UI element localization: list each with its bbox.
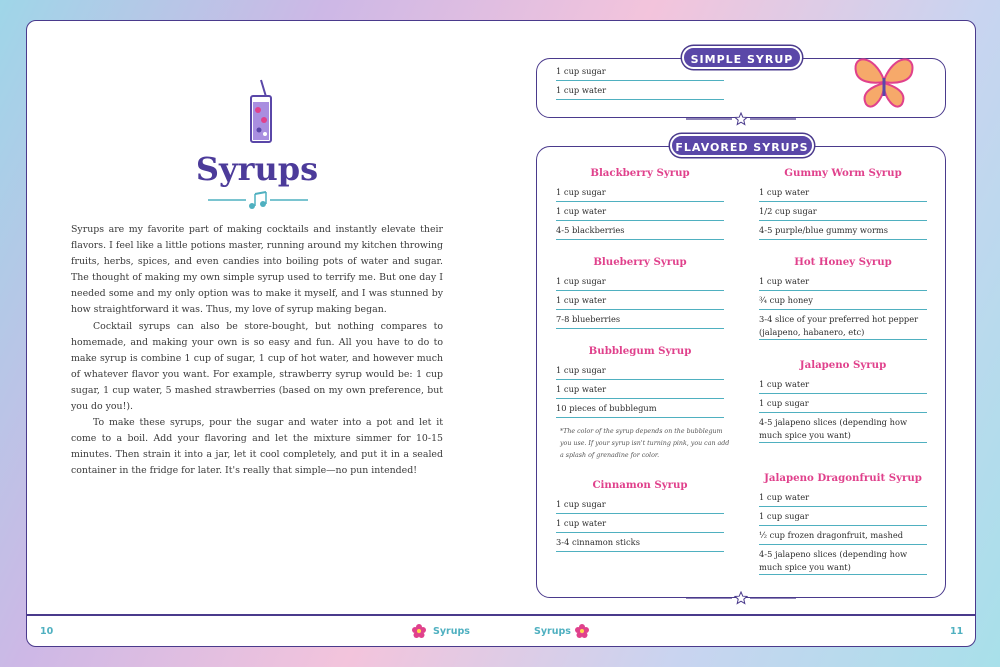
recipe-title: Jalapeno Syrup xyxy=(799,359,887,371)
ingredient-row: 1 cup water xyxy=(556,380,724,399)
ingredient-row: ½ cup frozen dragonfruit, mashed xyxy=(759,526,927,545)
ingredient-row: 1 cup sugar xyxy=(556,361,724,380)
ingredient-row: 1 cup water xyxy=(556,514,724,533)
left-section-label: Syrups xyxy=(433,626,470,637)
ingredient-row: 1 cup water xyxy=(556,81,724,100)
recipe-title: Cinnamon Syrup xyxy=(592,479,688,491)
ingredient-row: 4-5 blackberries xyxy=(556,221,724,240)
bubblegum-footnote: *The color of the syrup depends on the bubblegum you use. If your syrup isn't turning pink, you can add a splash of grenadine for color. xyxy=(560,428,730,459)
right-section-label: Syrups xyxy=(534,626,571,637)
music-note-divider xyxy=(206,188,310,212)
ingredient-row: 3-4 cinnamon sticks xyxy=(556,533,724,552)
ingredient-row: 7-8 blueberries xyxy=(556,310,724,329)
recipe-title: Gummy Worm Syrup xyxy=(784,167,902,179)
ingredient-row: 10 pieces of bubblegum xyxy=(556,399,724,418)
ingredient-row: 3-4 slice of your preferred hot pepper (jalapeno, habanero, etc) xyxy=(759,310,927,340)
ingredient-row: 1 cup sugar xyxy=(556,495,724,514)
recipe-title: Jalapeno Dragonfruit Syrup xyxy=(764,472,922,484)
ingredient-row: 1 cup water xyxy=(759,183,927,202)
left-page-number: 10 xyxy=(40,626,54,637)
ingredient-row: 1 cup water xyxy=(759,375,927,394)
ingredient-row: ¾ cup honey xyxy=(759,291,927,310)
flavored-syrups-heading: FLAVORED SYRUPS xyxy=(670,134,814,157)
ingredient-row: 1/2 cup sugar xyxy=(759,202,927,221)
page-title: Syrups xyxy=(195,150,319,188)
footer-rule xyxy=(26,614,976,616)
ingredient-row: 1 cup water xyxy=(759,272,927,291)
star-divider xyxy=(686,591,796,605)
ingredient-row: 1 cup sugar xyxy=(556,272,724,291)
flower-icon xyxy=(412,624,426,638)
recipe-title: Blueberry Syrup xyxy=(593,256,687,268)
intro-paragraph: Cocktail syrups can also be store-bought, but nothing compares to homemade, and making your own is so easy and fun. All you have to do to make syrup is combine 1 cup of sugar, 1 cup of hot water, and however much of whatever flavor you want. For example, strawberry syrup would be: 1 cup sugar, 1 cup water, 5 mashed strawberries (based on my own preference, but you do you!). xyxy=(71,320,443,413)
recipe-title: Hot Honey Syrup xyxy=(794,256,892,268)
ingredient-row: 1 cup sugar xyxy=(556,62,724,81)
ingredient-row: 4-5 jalapeno slices (depending how much spice you want) xyxy=(759,545,927,575)
intro-paragraph: To make these syrups, pour the sugar and water into a pot and let it come to a boil. Add your flavoring and let the mixture simmer for 10-15 minutes. Then strain it into a jar, let it cool completely, and put it in a sealed container in the fridge for later. It's really that simple—no pun intended! xyxy=(71,417,443,477)
ingredient-row: 1 cup sugar xyxy=(759,507,927,526)
ingredient-row: 1 cup sugar xyxy=(556,183,724,202)
ingredient-row: 1 cup water xyxy=(759,488,927,507)
recipe-title: Blackberry Syrup xyxy=(590,167,690,179)
recipe-title: Bubblegum Syrup xyxy=(588,345,692,357)
ingredient-row: 1 cup water xyxy=(556,202,724,221)
intro-paragraph: Syrups are my favorite part of making cocktails and instantly elevate their flavors. I feel like a little potions master, running around my kitchen throwing fruits, herbs, spices, and even candies into boiling pots of water and sugar. The thought of making my own simple syrup used to terrify me. But one day I needed some and my only option was to make it myself, and I was stunned by how straightforward it was. Thus, my love of syrup making began. xyxy=(71,224,443,316)
ingredient-row: 1 cup water xyxy=(556,291,724,310)
intro-text xyxy=(71,222,443,480)
ingredient-row: 4-5 purple/blue gummy worms xyxy=(759,221,927,240)
star-divider xyxy=(686,112,796,126)
cocktail-glass-icon xyxy=(248,78,274,146)
ingredient-row: 1 cup sugar xyxy=(759,394,927,413)
flower-icon xyxy=(575,624,589,638)
ingredient-row: 4-5 jalapeno slices (depending how much spice you want) xyxy=(759,413,927,443)
simple-syrup-heading: SIMPLE SYRUP xyxy=(682,46,802,69)
butterfly-icon xyxy=(850,50,918,114)
right-page-number: 11 xyxy=(950,626,964,637)
